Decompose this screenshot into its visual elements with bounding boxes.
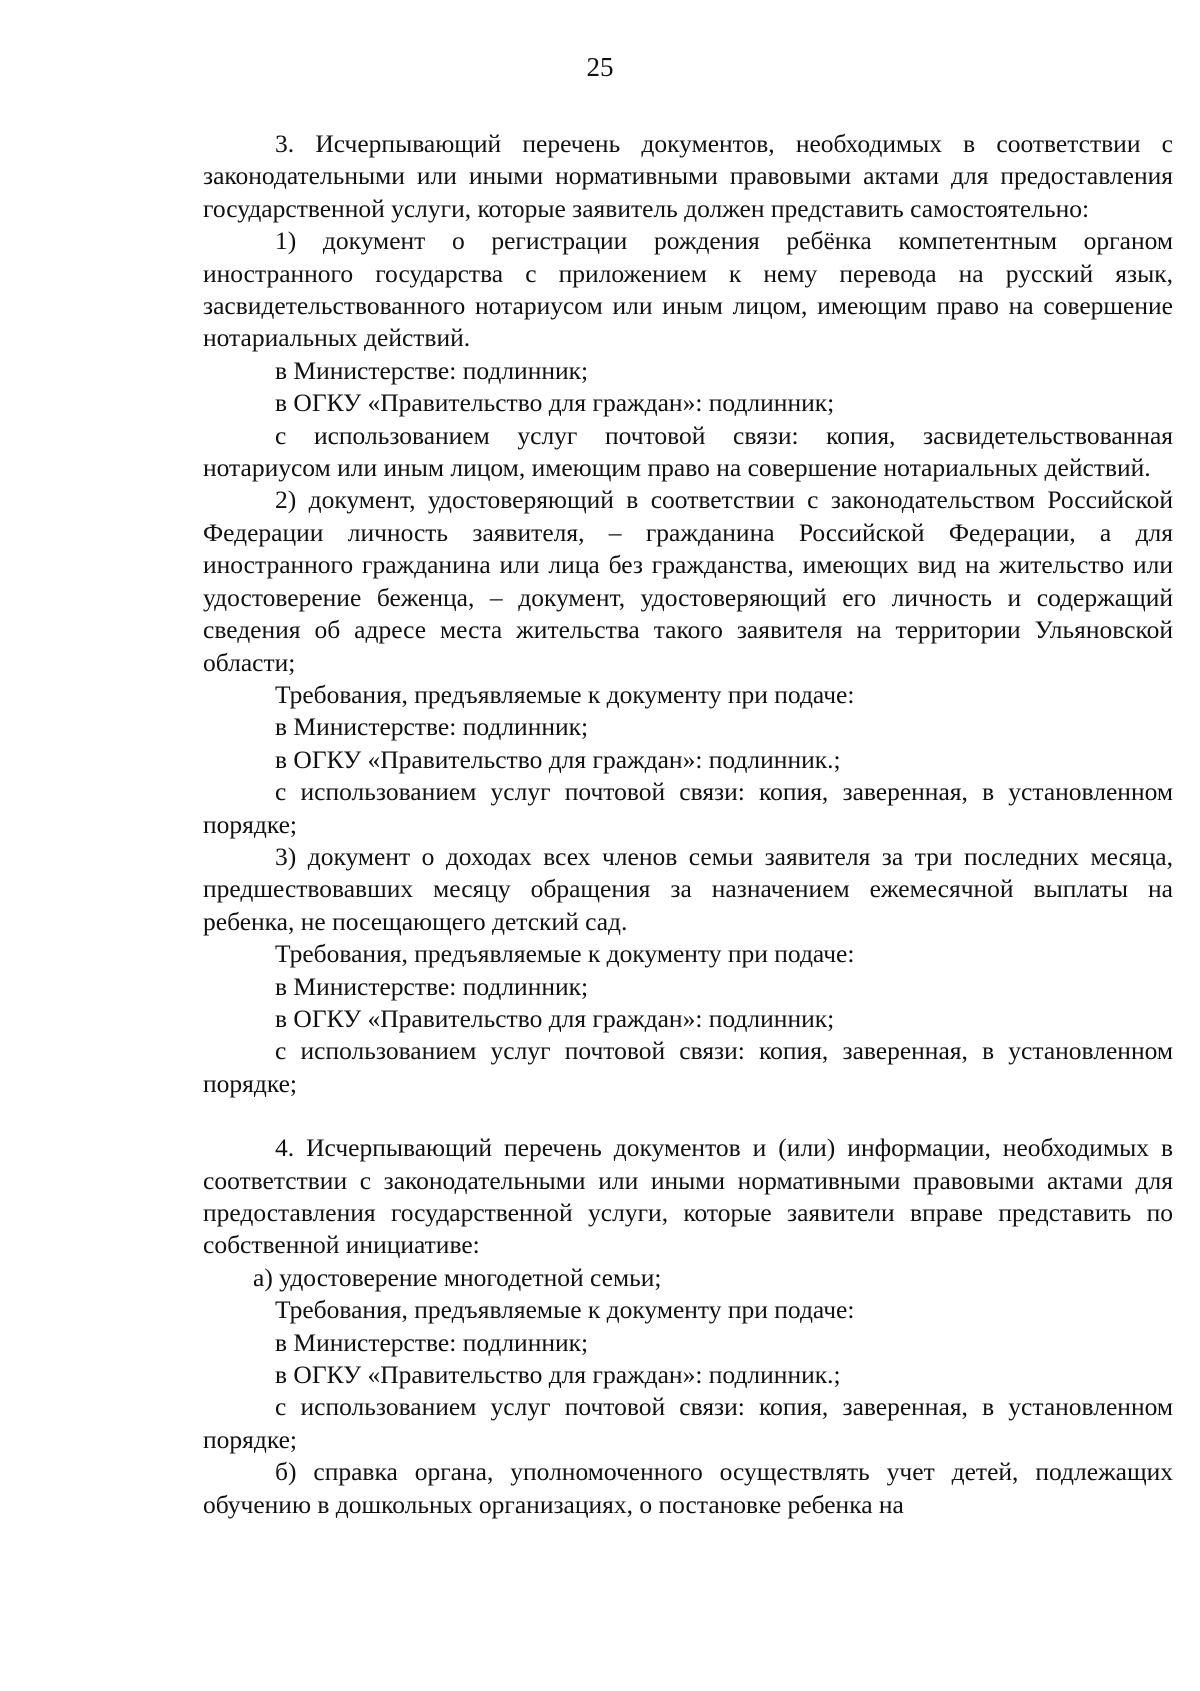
paragraph-item-2: 2) документ, удостоверяющий в соответствии с законодательством Российской Федерации личность заявителя, – гражданина Российской Федерации, а для иностранного гражданина или лица без гражданства, имеющих вид на жительство или удостоверение беженца, – документ, удостоверяющий его личность и содержащий сведения об адресе места жительства такого заявителя на территории Ульяновской области; (203, 485, 1173, 677)
paragraph-ministry-original: в Министерстве: подлинник; (275, 1327, 589, 1357)
paragraph-ogku-original: в ОГКУ «Правительство для граждан»: подлинник; (275, 1003, 835, 1033)
paragraph-item-1: 1) документ о регистрации рождения ребёнка компетентным органом иностранного государства с приложением к нему перевода на русский язык, засвидетельствованного нотариусом или иным лицом, имеющим право на совершение нотариальных действий. (203, 226, 1173, 353)
page-number: 25 (586, 52, 614, 82)
paragraph-ogku-original: в ОГКУ «Правительство для граждан»: подлинник; (275, 388, 835, 418)
paragraph-requirements: Требования, предъявляемые к документу при подаче: (275, 939, 855, 969)
paragraph-postal-copy: с использованием услуг почтовой связи: копия, заверенная, в установленном порядке; (203, 1036, 1173, 1098)
paragraph-item-a: а) удостоверение многодетной семьи; (253, 1262, 662, 1292)
paragraph-section-4: 4. Исчерпывающий перечень документов и (или) информации, необходимых в соответствии с законодательными или иными нормативными правовыми актами для предоставления государственной услуги, которые заявители вправе представить по собственной инициативе: (203, 1133, 1173, 1260)
paragraph-postal-copy: с использованием услуг почтовой связи: копия, засвидетельствованная нотариусом или иным лицом, имеющим право на совершение нотариальных действий. (203, 420, 1173, 483)
paragraph-requirements: Требования, предъявляемые к документу при подаче: (275, 679, 855, 709)
paragraph-ministry-original: в Министерстве: подлинник; (275, 971, 589, 1001)
paragraph-postal-copy: с использованием услуг почтовой связи: копия, заверенная, в установленном порядке; (203, 777, 1173, 839)
paragraph-requirements: Требования, предъявляемые к документу при подаче: (275, 1295, 855, 1325)
paragraph-item-b: б) справка органа, уполномоченного осуществлять учет детей, подлежащих обучению в дошкольных организациях, о постановке ребенка на (203, 1457, 1173, 1519)
paragraph-item-3: 3) документ о доходах всех членов семьи заявителя за три последних месяца, предшествовавших месяцу обращения за назначением ежемесячной выплаты на ребенка, не посещающего детский сад. (203, 841, 1173, 936)
document-body (203, 128, 1173, 1521)
paragraph-ministry-original: в Министерстве: подлинник; (275, 355, 589, 385)
paragraph-postal-copy: с использованием услуг почтовой связи: копия, заверенная, в установленном порядке; (203, 1392, 1173, 1454)
paragraph-ministry-original: в Министерстве: подлинник; (275, 712, 589, 742)
paragraph-ogku-original: в ОГКУ «Правительство для граждан»: подлинник.; (275, 1360, 841, 1390)
paragraph-section-3: 3. Исчерпывающий перечень документов, необходимых в соответствии с законодательными или иными нормативными правовыми актами для предоставления государственной услуги, которые заявитель должен представить самостоятельно: (203, 129, 1173, 223)
paragraph-ogku-original: в ОГКУ «Правительство для граждан»: подлинник.; (275, 744, 841, 774)
